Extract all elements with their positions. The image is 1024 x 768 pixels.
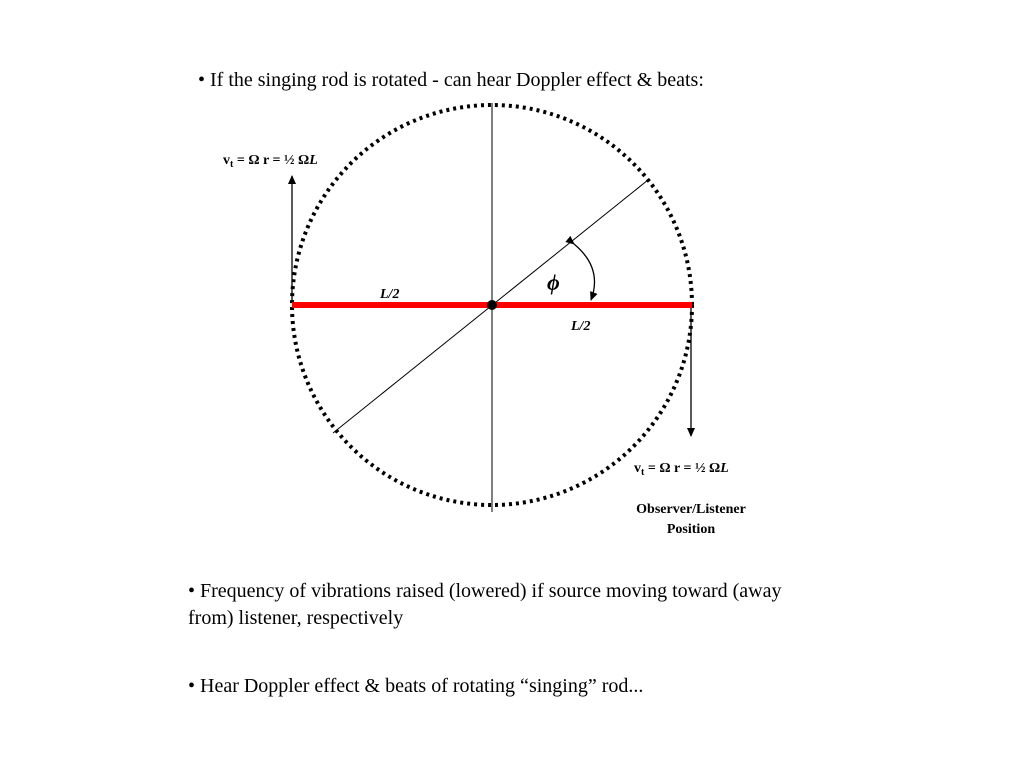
bullet-hear-doppler: • Hear Doppler effect & beats of rotating “singing” rod...	[188, 675, 644, 697]
bullet-rotation: • If the singing rod is rotated - can hear Doppler effect & beats:	[198, 69, 704, 91]
velocity-label-left-v: v	[223, 153, 230, 168]
velocity-label-right-sub: t	[641, 467, 645, 478]
velocity-label-left-eq: = Ω r = ½ Ω	[233, 153, 310, 168]
velocity-label-left	[223, 153, 318, 170]
half-length-label-left: L/2	[380, 287, 400, 302]
observer-label-line1: Observer/Listener	[636, 502, 746, 517]
observer-label-line2: Position	[666, 522, 716, 537]
velocity-label-right	[634, 461, 729, 478]
velocity-label-left-L: L	[309, 153, 318, 168]
bullet-frequency: • Frequency of vibrations raised (lowered) if source moving toward (away from) listener, respectively	[188, 580, 782, 629]
half-length-label-right: L/2	[571, 319, 591, 334]
velocity-label-right-L: L	[720, 461, 729, 476]
velocity-label-right-v: v	[634, 461, 641, 476]
pivot-dot	[487, 300, 497, 310]
angle-phi-label: ϕ	[547, 270, 560, 295]
velocity-label-right-eq: = Ω r = ½ Ω	[644, 461, 721, 476]
velocity-label-left-sub: t	[230, 159, 234, 170]
angle-arc	[574, 244, 595, 300]
